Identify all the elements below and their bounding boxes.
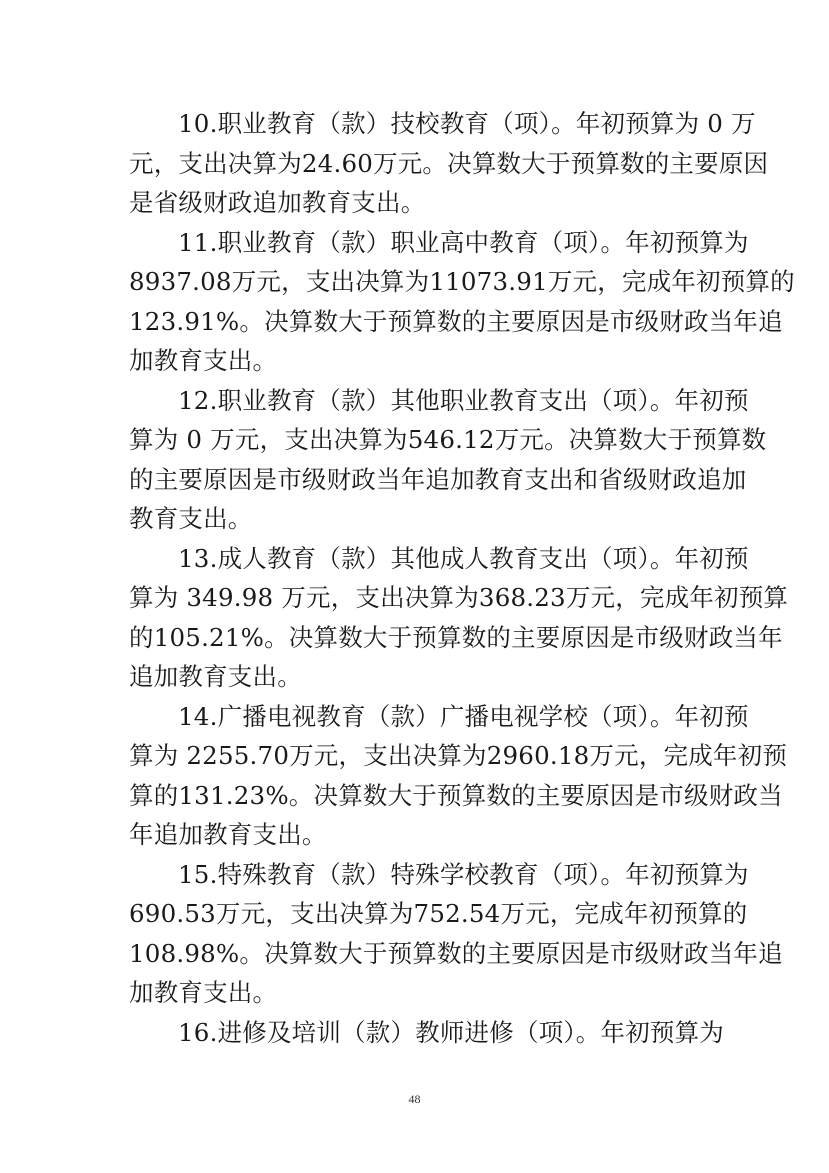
text-line: 108.98%。决算数大于预算数的主要原因是市级财政当年追 [129,938,783,968]
text-line: 14.广播电视教育（款）广播电视学校（项）。年初预 [178,701,749,731]
text-line: 加教育支出。 [129,346,278,375]
page-number: 48 [408,1092,421,1106]
paragraph-10 [129,104,769,223]
text-line: 算为 0 万元，支出决算为546.12万元。决算数大于预算数 [129,425,767,454]
text-line: 元，支出决算为24.60万元。决算数大于预算数的主要原因 [129,148,769,178]
text-line: 10.职业教育（款）技校教育（项）。年初预算为 0 万 [178,109,756,138]
paragraph-12 [129,381,767,539]
text-line: 算的131.23%。决算数大于预算数的主要原因是市级财政当 [129,780,783,810]
text-line: 12.职业教育（款）其他职业教育支出（项）。年初预 [178,385,749,415]
text-line: 的主要原因是市级财政当年追加教育支出和省级财政追加 [129,464,747,494]
text-line: 123.91%。决算数大于预算数的主要原因是市级财政当年追 [129,306,783,336]
text-line: 的105.21%。决算数大于预算数的主要原因是市级财政当年 [129,622,783,652]
paragraph-13 [129,539,789,697]
text-line: 8937.08万元，支出决算为11073.91万元，完成年初预算的 [129,267,795,296]
text-line: 年追加教育支出。 [129,820,327,849]
paragraph-11 [129,223,795,381]
paragraph-15 [129,855,783,1013]
paragraph-14 [129,697,788,855]
text-line: 加教育支出。 [129,978,278,1007]
text-line: 11.职业教育（款）职业高中教育（项）。年初预算为 [178,227,749,257]
text-line: 16.进修及培训（款）教师进修（项）。年初预算为 [178,1017,725,1047]
text-line: 教育支出。 [129,504,253,533]
text-line: 13.成人教育（款）其他成人教育支出（项）。年初预 [178,543,749,573]
text-line: 算为 349.98 万元，支出决算为368.23万元，完成年初预算 [129,583,789,612]
text-line: 15.特殊教育（款）特殊学校教育（项）。年初预算为 [178,859,749,889]
body-text [129,104,795,1052]
text-line: 算为 2255.70万元，支出决算为2960.18万元，完成年初预 [129,741,788,770]
text-line: 追加教育支出。 [129,662,302,691]
text-line: 是省级财政追加教育支出。 [129,188,426,217]
paragraph-16 [129,1013,725,1053]
text-line: 690.53万元，支出决算为752.54万元，完成年初预算的 [129,899,748,928]
